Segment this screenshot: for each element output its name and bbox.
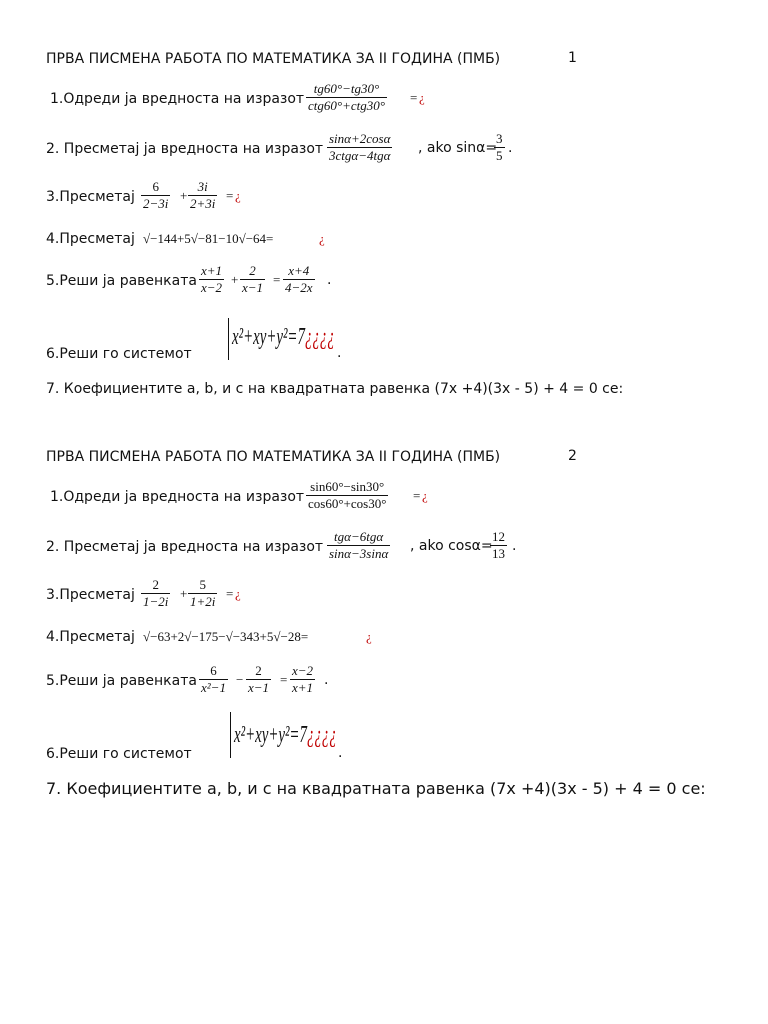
equals-sign: = <box>413 488 421 503</box>
problem-5-label: 5.Реши ја равенката <box>46 673 197 689</box>
undefined-result-mark: ¿ <box>366 629 372 644</box>
problem-2-fraction <box>327 131 392 164</box>
fraction-denominator: x−1 <box>242 280 264 295</box>
fraction-denominator: sinα−3sinα <box>329 546 389 561</box>
problem-2-condition: , ako cosα= <box>410 538 493 554</box>
problem-6-label: 6.Реши го системот <box>46 746 192 762</box>
plus-sign: + <box>231 272 239 287</box>
fraction-denominator: 2+3i <box>190 196 216 211</box>
fraction-numerator: 2 <box>141 577 170 594</box>
fraction-denominator: 1−2i <box>143 594 169 609</box>
problem-5-fraction-a <box>199 663 228 696</box>
fraction-numerator: 2 <box>240 263 265 280</box>
period: . <box>508 140 513 156</box>
condition-fraction <box>494 131 505 164</box>
variant-1-header: ПРВА ПИСМЕНА РАБОТА ПО МАТЕМАТИКА ЗА II ГОДИНА (ПМБ) <box>46 51 501 67</box>
variant-2-header: ПРВА ПИСМЕНА РАБОТА ПО МАТЕМАТИКА ЗА II ГОДИНА (ПМБ) <box>46 449 501 465</box>
problem-6-label: 6.Реши го системот <box>46 346 192 362</box>
problem-5-fraction-b <box>240 263 265 296</box>
fraction-denominator: 4−2x <box>285 280 313 295</box>
period: . <box>512 538 517 554</box>
period: . <box>337 345 342 361</box>
problem-4-expression: √−63+2√−175−√−343+5√−28= <box>143 629 309 644</box>
problem-3-fraction-b <box>188 577 217 610</box>
fraction-numerator: tg60°−tg30° <box>306 81 387 98</box>
system-placeholder-marks: ¿¿¿¿ <box>304 324 335 350</box>
problem-3-fraction-a <box>141 577 170 610</box>
plus-sign: + <box>180 586 188 601</box>
fraction-numerator: 3i <box>188 179 217 196</box>
fraction-denominator: ctg60°+ctg30° <box>308 98 385 113</box>
problem-5-label: 5.Реши ја равенката <box>46 273 197 289</box>
problem-4-expression: √−144+5√−81−10√−64= <box>143 231 274 246</box>
equals-sign: = <box>226 188 234 203</box>
fraction-numerator: 3 <box>496 131 503 146</box>
system-placeholder-marks: ¿¿¿¿ <box>306 722 337 748</box>
problem-1-fraction <box>306 479 388 512</box>
fraction-denominator: x−1 <box>248 680 270 695</box>
problem-7-text: 7. Коефициентите a, b, и c на квадратната равенка (7x +4)(3x - 5) + 4 = 0 се: <box>46 381 624 397</box>
problem-5-fraction-c <box>283 263 315 296</box>
fraction-denominator: 5 <box>496 148 503 163</box>
minus-sign: − <box>236 672 244 687</box>
problem-1-label: 1.Одреди ја вредноста на изразот <box>50 91 305 107</box>
problem-1-fraction <box>306 81 387 114</box>
condition-fraction <box>490 529 507 562</box>
fraction-denominator: x−2 <box>201 280 223 295</box>
system-equation: x²+xy+y²=7 <box>234 722 307 748</box>
fraction-numerator: 2 <box>246 663 271 680</box>
fraction-denominator: 13 <box>492 546 505 561</box>
problem-3-label: 3.Пресметај <box>46 189 135 205</box>
period: . <box>324 672 329 688</box>
fraction-denominator: x²−1 <box>201 680 226 695</box>
fraction-denominator: cos60°+cos30° <box>308 496 387 511</box>
equals-sign: = <box>273 272 281 287</box>
period: . <box>327 272 332 288</box>
problem-2-label: 2. Пресметај ја вредноста на изразот <box>46 141 324 157</box>
fraction-numerator: sinα+2cosα <box>329 131 391 146</box>
problem-4-label: 4.Пресметај <box>46 629 135 645</box>
problem-5-fraction-c <box>290 663 315 696</box>
problem-5-fraction-a <box>199 263 224 296</box>
fraction-numerator: x−2 <box>292 663 314 678</box>
equals-sign: = <box>410 90 418 105</box>
fraction-numerator: 12 <box>492 529 505 544</box>
fraction-numerator: 5 <box>188 577 217 594</box>
fraction-numerator: 6 <box>141 179 170 196</box>
fraction-numerator: x+4 <box>283 263 315 280</box>
system-equation: x²+xy+y²=7 <box>232 324 305 350</box>
problem-6-system <box>232 324 335 351</box>
variant-2-number: 2 <box>568 448 577 464</box>
problem-3-fraction-b <box>188 179 217 212</box>
fraction-numerator: sin60°−sin30° <box>306 479 388 496</box>
problem-2-condition: , ako sinα= <box>418 140 498 156</box>
problem-3-fraction-a <box>141 179 170 212</box>
variant-1-number: 1 <box>568 50 577 66</box>
undefined-result-mark: ¿ <box>419 90 425 105</box>
fraction-numerator: x+1 <box>201 263 223 278</box>
problem-3-label: 3.Пресметај <box>46 587 135 603</box>
fraction-denominator: x+1 <box>292 680 314 695</box>
system-brace <box>230 712 231 758</box>
equals-sign: = <box>280 672 288 687</box>
fraction-numerator: 6 <box>199 663 228 680</box>
equals-sign: = <box>226 586 234 601</box>
system-brace <box>228 318 229 360</box>
problem-1-label: 1.Одреди ја вредноста на изразот <box>50 489 305 505</box>
plus-sign: + <box>180 188 188 203</box>
fraction-denominator: 3ctgα−4tgα <box>329 148 391 163</box>
problem-7-text: 7. Коефициентите a, b, и c на квадратната равенка (7x +4)(3x - 5) + 4 = 0 се: <box>46 779 706 798</box>
fraction-numerator: tgα−6tgα <box>327 529 390 546</box>
problem-2-fraction <box>327 529 390 562</box>
fraction-denominator: 1+2i <box>190 594 216 609</box>
problem-4-label: 4.Пресметај <box>46 231 135 247</box>
undefined-result-mark: ¿ <box>319 231 325 246</box>
fraction-denominator: 2−3i <box>143 196 169 211</box>
undefined-result-mark: ¿ <box>235 188 241 203</box>
problem-5-fraction-b <box>246 663 271 696</box>
problem-2-label: 2. Пресметај ја вредноста на изразот <box>46 539 324 555</box>
undefined-result-mark: ¿ <box>422 488 428 503</box>
undefined-result-mark: ¿ <box>235 586 241 601</box>
period: . <box>338 745 343 761</box>
problem-6-system <box>234 722 337 749</box>
